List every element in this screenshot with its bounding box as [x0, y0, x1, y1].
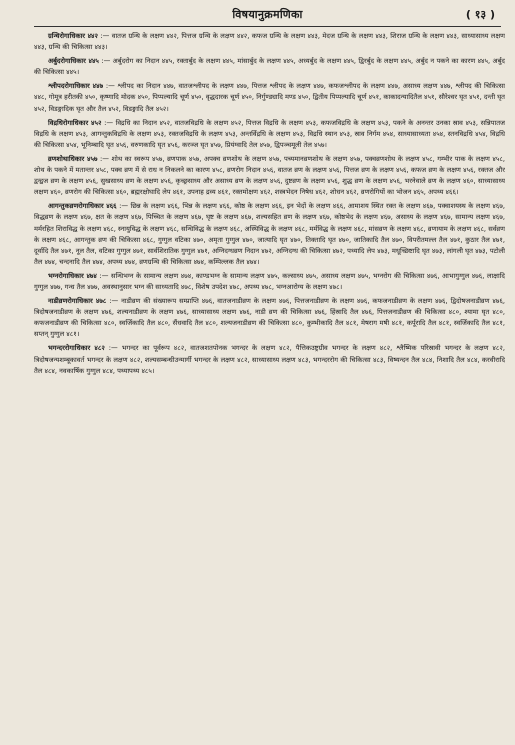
section-heading: श्लीपदरोगाधिकार ४४७	[48, 82, 104, 91]
index-section	[34, 296, 505, 340]
section-body: :— छिन्न के लक्षण ४६६, भिन्न के लक्षण ४६६, कोष्ठ के लक्षण ४६६, इन भेदों के लक्षण ४६६, आमाशय स्थित रक्त के लक्षण ४६७, पक्वाशयस्थ के लक्षण ४६७, विद्धव्रण के लक्षण ४६७, क्षत के लक्षण ४६७, पिच्चित के लक्षण ४६७, घृष्ट के लक्षण ४६७, शल्यसहित व्रण के लक्षण ४६७, कोष्ठभेद के लक्षण ४६७, असाध्य के लक्षण ४६७, सामान्य लक्षण ४६७, मर्मरहित शिराविद्ध के लक्षण ४६८, स्नायुविद्ध के लक्षण ४६८, सन्धिविद्ध के लक्षण ४६८, अस्थिविद्ध के लक्षण ४६८, मर्मविद्ध के लक्षण ४६८, मांसव्रण के लक्षण ४६८, व्रणायाम के लक्षण ४६८, सर्वव्रण के लक्षण ४६८, आगन्तुक व्रण की चिकित्सा ४६८, गुग्गुल वटिका ४७०, अमृता गुग्गुल ४७०, जात्यादि घृत ४७०, तिक्तादि घृत ४७०, जातिकादि तैल ४७०, विपरीतमल्ल तैल ४७१, कुठार तैल ४७१, दूर्वादि तैल ४७१, नूल तैल, वटिका गुग्गुल ४७१, सार्वशिरातिक गुग्गुल ४७१, अग्निदग्धव्रण निदान ४७२, अग्निदग्ध की चिकित्सा ४७२, पथ्यादि लेप ४७३, मधूच्छिष्टादि घृत ४७३, लांगली घृत ४७३, पटोली तैल ४७४, चन्दनादि तैल ४७४, अपथ्य ४७४, व्रणग्रन्थि की चिकित्सा ४७४, कम्पिल्लक तैल ४७४।	[34, 202, 505, 266]
section-body: :— श्लीपद का निदान ४४७, वातजश्लीपद के लक्षण ४४७, पित्तज श्लीपद के लक्षण ४४७, कफजश्लीपद के लक्षण ४४७, असाध्य लक्षण ४४७, श्लीपद की चिकित्सा ४४८, गोमूत्र हरीतकी ४५०, कृष्णादि मोदक ४५०, पिप्पल्यादि चूर्ण ४५०, वृद्धदारक चूर्ण ४५०, निर्गुण्ड्यादि मण्ड ४५०, द्वितीय पिप्पल्यादि चूर्ण ४५१, काकादन्यादितैल ४५१, सौरेश्वर घृत ४५१, दन्ती घृत ४५२, विडङ्गादिक घृत और तैल ४५२, विडङ्गादि तैल ४५२।	[34, 82, 505, 113]
index-section	[34, 31, 505, 53]
section-body: :— भगन्दर का पूर्वरूप ४८२, वातजशतपोनक भगन्दर के लक्षण ४८२, पैत्तिकउष्ट्रग्रीव भगन्दर के लक्षण ४८२, श्लैष्मिक परिस्रावी भगन्दर के लक्षण ४८२, त्रिदोषजन्यशम्बूकावर्त भगन्दर के लक्षण ४८२, शल्यसम्बन्धीउन्मार्गी भगन्दर के लक्षण ४८२, साध्यासाध्य लक्षण ४८३, भगन्दररोग की चिकित्सा ४८३, विष्यन्दन तैल ४८४, निशादि तैल ४८४, करवीरादि तैल ४८४, नवकार्षिक गुग्गुल ४८४, पथ्यापथ्य ४८५।	[34, 344, 505, 375]
section-body: :— शोथ का स्वरूप ४५७, व्रणपाक ४५७, अपक्व व्रणशोथ के लक्षण ४५७, पच्यमानव्रणशोथ के लक्षण ४५७, पक्वव्रणशोथ के लक्षण ४५८, गम्भीर पाक के लक्षण ४५८, शोथ के पकने में मतान्तर ४५८, पक्व व्रण में से राध न निकलने का कारण ४५८, व्रणरोग निदान ४५६, वातज व्रण के लक्षण ४५६, पित्तज व्रण के लक्षण ४५६, कफज व्रण के लक्षण ४५६, रक्तज और द्वन्द्वज व्रण के लक्षण ४५६, सुखसाध्य व्रण के लक्षण ४५६, कृच्छ्रसाध्य और असाध्य व्रण के लक्षण ४५६, दुष्टव्रण के लक्षण ४५६, शुद्ध व्रण के लक्षण ४५६, भरनेवाले व्रण के लक्षण ४६०, साध्यासाध्य लक्षण ४६०, व्रणरोग की चिकित्सा ४६०, ब्रह्मरक्षोघादि लेप ४६१, उपनाह द्रव्य ४६१, रक्तमोक्षण ४६२, शस्त्रभेदन निषेध ४६२, शोधन ४६२, व्रणरोगियों का भोजन ४६५, अपथ्य ४६६।	[34, 154, 505, 197]
index-entry	[34, 56, 505, 78]
section-body: :— वातज ग्रन्थि के लक्षण ४४२, पित्तज ग्रन्थि के लक्षण ४४२, कफज ग्रन्थि के लक्षण ४४३, मेदज ग्रन्थि के लक्षण ४४३, शिराज ग्रन्थि के लक्षण ४४३, साध्यासाध्य लक्षण ४४३, ग्रन्थि की चिकित्सा ४४३।	[34, 32, 505, 52]
index-section	[34, 154, 505, 198]
index-entry	[34, 296, 505, 340]
index-entry	[34, 31, 505, 53]
index-entry	[34, 201, 505, 268]
section-heading: व्रणशोथाधिकार ४५७	[48, 154, 98, 163]
index-section	[34, 81, 505, 114]
section-body: :— अर्बुदरोग का निदान ४४५, रक्तार्बुद के लक्षण ४४५, मांसार्बुद के लक्षण ४४५, अध्यर्बुद के लक्षण ४४५, द्विरर्बुद के लक्षण ४४५, अर्बुद न पकने का कारण ४४५, अर्बुद की चिकित्सा ४४५।	[34, 57, 505, 77]
index-content	[34, 31, 505, 743]
index-entry	[34, 118, 505, 151]
section-heading: अर्बुदरोगाधिकार ४४५	[48, 57, 99, 66]
index-section	[34, 118, 505, 151]
index-entry	[34, 343, 505, 376]
index-section	[34, 343, 505, 376]
page-header	[34, 4, 501, 27]
section-heading: भग्नरोगाधिकार ४७४	[48, 271, 97, 280]
section-body: :— सन्धिभग्न के सामान्य लक्षण ४७४, काण्डभग्न के सामान्य लक्षण ४७५, कल्साध्य ४७५, असाध्य लक्षण ४७५, भग्नरोग की चिकित्सा ४७६, आभागुग्गुल ४७६, लाक्षादि गुग्गुल ४७७, गन्ध तैल ४७७, अवस्थानुसार भग्न की साध्यतादि ४७८, विशेष उपदेश ४७८, अपथ्य ४७८, भग्नआरोग्य के लक्षण ४७८।	[34, 271, 505, 291]
section-heading: नाडीव्रणरोगाधिकार ४७८	[48, 297, 107, 306]
index-section	[34, 271, 505, 293]
page-number: ( १३ )	[465, 8, 495, 21]
section-body: :— नाडीव्रण की संख्यारूप सम्प्राप्ति ४७६, वातजनाडीव्रण के लक्षण ४७६, पित्तजनाडीव्रण के लक्षण ४७६, कफजनाडीव्रण के लक्षण ४७६, द्विदोषजनाडीव्रण ४७६, त्रिदोषजनाडीव्रण के लक्षण ४७६, शल्यनाडीव्रण के लक्षण ४७६, साध्यासाध्य लक्षण ४७६, नाडी व्रण की चिकित्सा ४७६, हिंस्रादि तैल ४७६, पित्तजनाडीव्रण की चिकित्सा ४८०, श्यामा घृत ४८०, कफजनाडीव्रण की चिकित्सा ४८०, स्वर्जिकादि तैल ४८०, सैंधवादि तैल ४८०, शल्यजनाडीव्रण की चिकित्सा ४८०, कुम्भीकादि तैल ४८१, मेषराग मषी ४८१, कर्पूरादि तैल ४८१, स्वर्जिकादि तैल ४८१, सप्तन् गुग्गुल ४८१।	[34, 297, 505, 339]
index-entry	[34, 154, 505, 198]
section-heading: आगन्तुकव्रणरोगाधिकार ४६६	[48, 202, 117, 211]
section-heading: ग्रन्थिरोगाधिकार ४४२	[48, 32, 98, 40]
index-section	[34, 201, 505, 268]
page-title: विषयानुक्रमणिका	[232, 8, 303, 21]
section-heading: विद्रधिरोगाधिकार ४५२	[48, 118, 102, 127]
index-section	[34, 56, 505, 78]
index-entry	[34, 271, 505, 293]
section-heading: भगन्दररोगाधिकार ४८२	[48, 344, 105, 353]
section-body: :— विद्रधि का निदान ४५२, वातजविद्रधि के लक्षण ४५२, पित्तज विद्रधि के लक्षण ४५३, कफजविद्रधि के लक्षण ४५३, पकने के अनन्तर उनका स्राव ४५३, सन्निपातज विद्रधि के लक्षण ४५३, आगन्तुकविद्रधि के लक्षण ४५३, रक्तजविद्रधि के लक्षण ४५३, अन्तर्विद्रधि के लक्षण ४५३, विद्रधि स्थान ४५३, स्राव निर्गम ४५४, साध्यासाध्यता ४५४, स्तनविद्रधि ४५४, विद्रधि की चिकित्सा ४५४, भूनिम्बादि घृत ४५६, वरुणकादि घृत ४५६, करञ्ज घृत ४५७, प्रियंग्वादि तेल ४५७, द्विपञ्चमूली तेल ४५७।	[34, 118, 505, 149]
index-entry	[34, 81, 505, 114]
